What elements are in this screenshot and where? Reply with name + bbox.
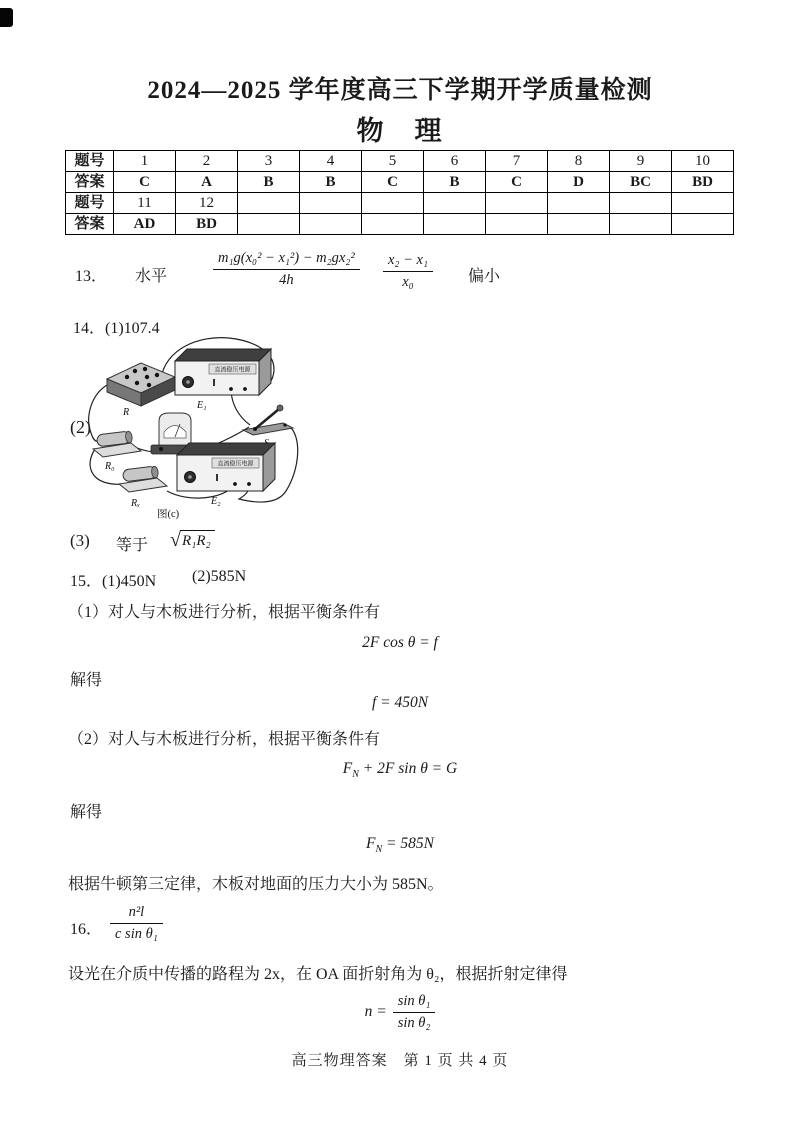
q13-fraction-1: $\frac{\text{m₁g(x₀² − x₁²) − m₂gx₂²}}{4h}$ <box>213 249 360 290</box>
q13-number: 13． <box>75 268 108 285</box>
table-row: 答案 C A B B C B C D BC BD <box>66 172 734 193</box>
q15-solve-1: 解得 <box>70 672 103 689</box>
switch <box>243 405 293 449</box>
scan-corner-mark <box>0 8 13 27</box>
radical-sign: √ <box>170 529 181 551</box>
q15-eq-2: f = 450N <box>371 694 429 711</box>
subject-title: 物 理 <box>356 116 444 146</box>
q14-part3-label: (3) <box>70 531 90 550</box>
q15-eq-3: $F_N + 2F$ sin θ = G <box>342 760 458 781</box>
power-supply-1-panel-text: 直流稳压电源 <box>214 367 251 374</box>
q15-para-3: 根据牛顿第三定律，木板对地面的压力大小为 585N。 <box>68 876 444 893</box>
q13-fraction-2: $\frac{\text{x₂ − x₁}}{\text{x₀}}$ <box>383 251 433 292</box>
resistance-box-label: R <box>123 407 130 418</box>
resistor-rx-label: Rₓ <box>131 498 140 509</box>
q15-eq-1: 2F cos θ = f <box>362 634 438 651</box>
q16-fraction: $\frac{\text{n²l}}{\text{c sin θ₁}}$ <box>110 903 163 944</box>
page-title: 2024—2025 学年度高三下学期开学质量检测 <box>147 77 653 104</box>
q14-part2-label: (2) <box>70 417 91 437</box>
resistor-r0-label: R₀ <box>105 461 115 472</box>
power-supply-2-label: E₂ <box>211 496 221 507</box>
q16-number: 16． <box>70 921 103 938</box>
circuit-diagram <box>85 333 325 521</box>
resistor-r0 <box>93 431 141 472</box>
q13-answer-1: 水平 <box>135 268 168 285</box>
q16-para: 设光在介质中传播的路程为 2x，在 OA 面折射角为 θ₂，根据折射定律得 <box>68 966 568 983</box>
figure-caption: 图(c) <box>157 509 180 520</box>
answer-table <box>65 150 734 235</box>
table-row: 题号 1 2 3 4 5 6 7 8 9 10 <box>66 151 734 172</box>
q15-solve-2: 解得 <box>70 804 103 821</box>
q16-eq-fraction: $\frac{\text{sin θ₁}}{\text{sin θ₂}}$ <box>393 992 436 1033</box>
power-supply-2-panel-text: 直流稳压电源 <box>217 461 254 468</box>
q15-eq-4: $F_N = 585N$ <box>366 835 434 856</box>
power-supply-1 <box>175 349 271 411</box>
q13-answer-3: 偏小 <box>468 268 501 285</box>
q14-part3-formula: √ R₁R₂ <box>170 530 215 550</box>
page-footer: 高三物理答案 第 1 页 共 4 页 <box>291 1053 509 1069</box>
table-row: 答案 AD BD <box>66 214 734 235</box>
q15-para-1: （1）对人与木板进行分析，根据平衡条件有 <box>68 604 381 621</box>
q15-para-2: （2）对人与木板进行分析，根据平衡条件有 <box>68 731 381 748</box>
q16-equation: n = $\frac{\text{sin θ₁}}{\text{sin θ₂}}$ <box>0 992 800 1033</box>
resistance-box <box>107 363 175 418</box>
table-row: 题号 11 12 <box>66 193 734 214</box>
q15-header-2: (2)585N <box>192 568 247 585</box>
power-supply-1-label: E₁ <box>197 400 207 411</box>
q14-part3-answer: 等于 <box>116 537 149 554</box>
q14-line1: 14．(1)107.4 <box>73 320 160 337</box>
q15-header: 15．(1)450N <box>70 573 157 590</box>
resistor-rx <box>119 466 167 509</box>
